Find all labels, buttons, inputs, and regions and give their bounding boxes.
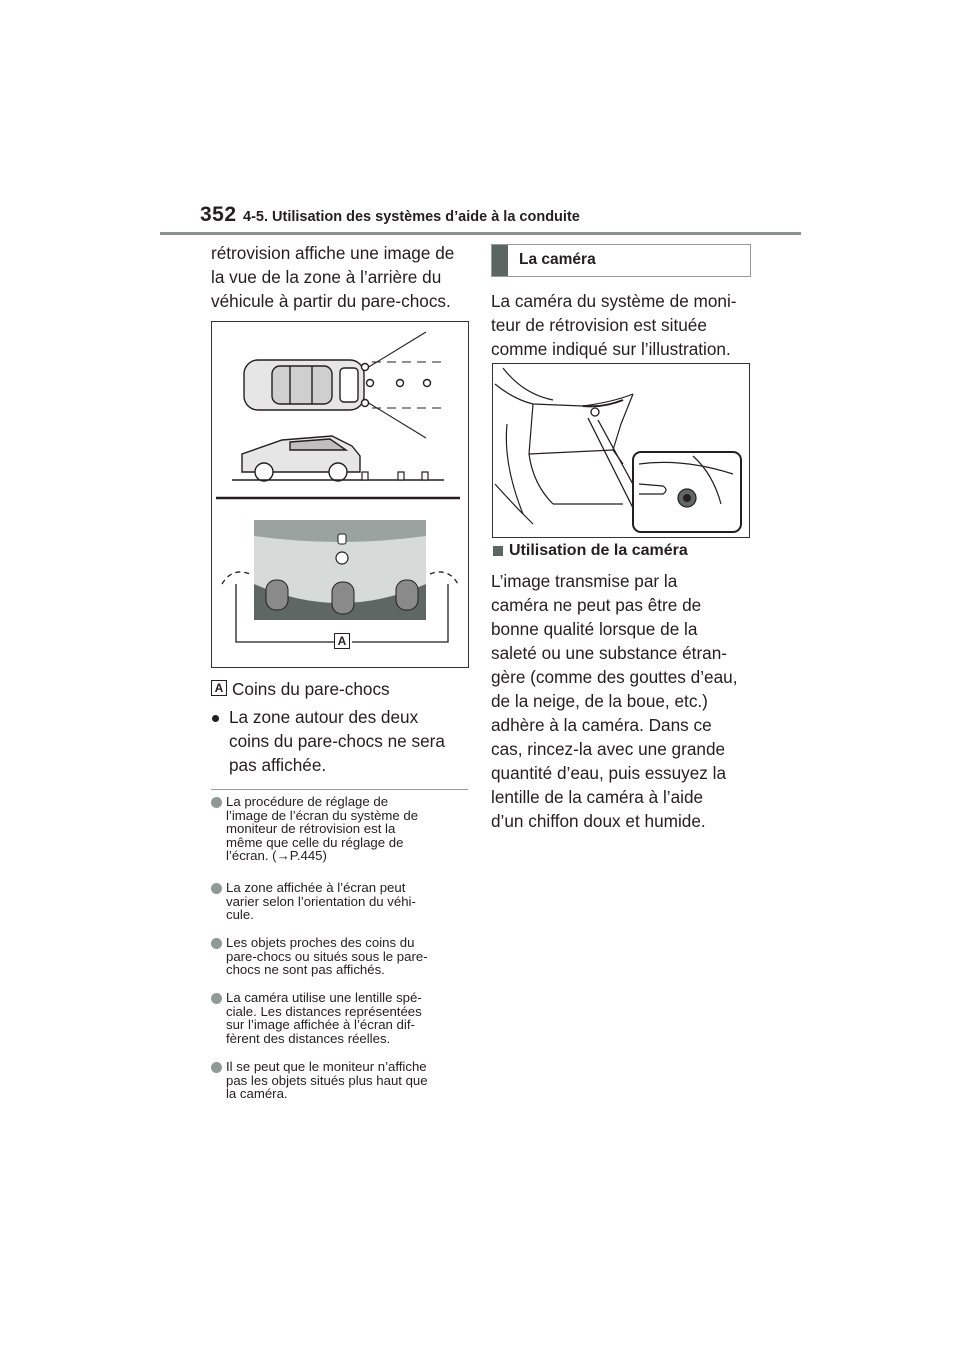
text-line: La caméra utilise une lentille spé- [226,990,422,1005]
text-line: moniteur de rétrovision est la [226,821,396,837]
note-bullet-icon [211,1062,222,1073]
text-line: comme indiqué sur l’illustration. [491,339,731,359]
header-rule [160,232,801,235]
text-line: sur l’image affichée à l’écran dif- [226,1017,415,1033]
text-line: Il se peut que le moniteur n’affiche [226,1059,427,1074]
car-side-view [242,436,360,481]
text-line: L’image transmise par la [491,571,678,591]
text-line: caméra ne peut pas être de [491,595,702,615]
text-line: lentille de la caméra à l’aide [491,787,704,807]
text-line: la caméra. [226,1086,288,1102]
display-area-diagram [212,322,468,667]
bullet-icon [212,715,219,722]
note-bullet-icon [211,993,222,1004]
text-line: saleté ou une substance étran- [491,643,728,663]
note-item [226,795,418,863]
text-line: quantité d’eau, puis essuyez la [491,763,727,783]
notes-separator [211,789,468,790]
bullet-paragraph [229,705,445,777]
text-line: chocs ne sont pas affichés. [226,962,385,978]
text-line: véhicule à partir du pare-chocs. [211,291,451,311]
section-title: La caméra [519,251,596,268]
right-body-paragraph [491,569,738,833]
car-top-view [244,360,364,410]
text-line: d’un chiffon doux et humide. [491,811,706,831]
page-number: 352 [200,203,237,226]
note-item [226,991,422,1045]
text-line: de la neige, de la boue, etc.) [491,691,708,711]
text-line: la vue de la zone à l’arrière du [211,267,442,287]
note-item [226,881,416,922]
legend-label-a: A [211,680,227,696]
note-item [226,936,428,977]
text-line: adhère à la caméra. Dans ce [491,715,712,735]
subheading: Utilisation de la caméra [509,542,688,559]
subheading-square-icon [493,546,503,556]
text-line: même que celle du réglage de [226,834,404,850]
text-line: ciale. Les distances représentées [226,1003,422,1019]
text-line: fèrent des distances réelles. [226,1030,391,1046]
text-line: bonne qualité lorsque de la [491,619,698,639]
text-line: coins du pare-chocs ne sera [229,731,445,751]
note-bullet-icon [211,797,222,808]
text-line: cule. [226,907,254,923]
text-line: pas affichée. [229,755,327,775]
section-tab-marker [492,245,508,276]
note-bullet-icon [211,883,222,894]
text-line: teur de rétrovision est située [491,315,707,335]
section-header-camera [491,244,751,277]
right-intro-paragraph [491,289,737,361]
text-line: l’écran. (→P.445) [226,848,327,864]
text-line: pas les objets situés plus haut que [226,1072,428,1088]
text-line: gère (comme des gouttes d’eau, [491,667,738,687]
camera-location-figure [492,363,750,538]
text-line: rétrovision affiche une image de [211,243,455,263]
text-line: l’image de l’écran du système de [226,807,419,823]
text-line: La caméra du système de moni- [491,291,737,311]
text-line: cas, rincez-la avec une grande [491,739,726,759]
chapter-title: 4-5. Utilisation des systèmes d’aide à la conduite [243,209,580,225]
text-line: La procédure de réglage de [226,794,389,809]
legend-text: Coins du pare-chocs [232,679,390,699]
text-line: La zone affichée à l’écran peut [226,880,406,895]
left-intro-paragraph [211,241,454,313]
text-line: Les objets proches des coins du [226,935,415,950]
text-line: La zone autour des deux [229,707,419,727]
monitor-view [254,520,426,620]
note-bullet-icon [211,938,222,949]
text-line: varier selon l’orientation du véhi- [226,893,416,909]
display-area-figure [211,321,469,668]
camera-location-diagram [493,364,749,537]
note-item [226,1060,428,1101]
text-line: pare-chocs ou situés sous le pare- [226,948,428,964]
figure-callout-a: A [334,633,350,649]
